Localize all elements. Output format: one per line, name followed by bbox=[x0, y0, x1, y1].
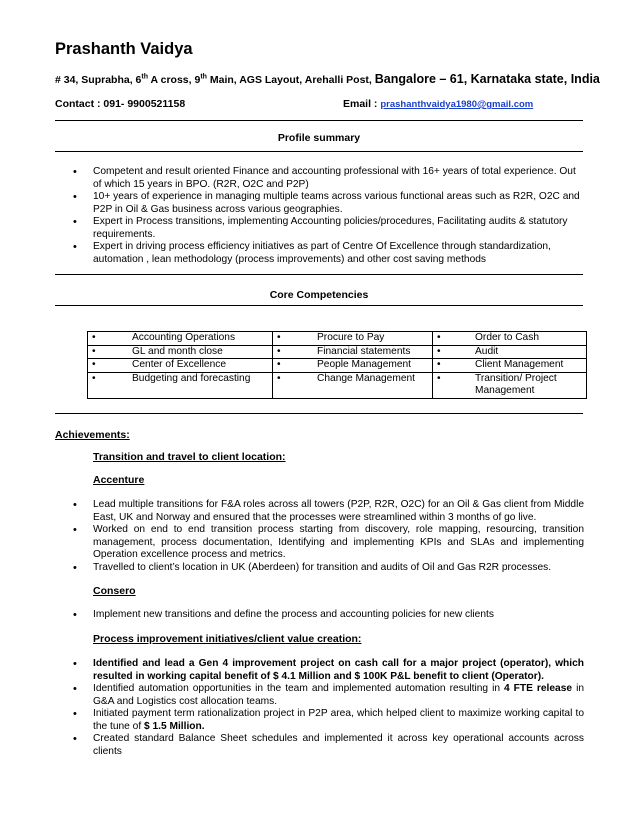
table-row bbox=[88, 372, 587, 398]
process-improvement-heading: Process improvement initiatives/client value creation: bbox=[93, 633, 362, 645]
list-item bbox=[55, 708, 584, 733]
process-item-1: Identified and lead a Gen 4 improvement project on cash call for a major project (operator), which resulted in working capital benefit of $ 4.1 Million and $ 100K P&L benefit to client (Operator). bbox=[93, 658, 584, 682]
profile-summary-list bbox=[55, 166, 587, 266]
table-row bbox=[88, 332, 587, 346]
table-row bbox=[88, 345, 587, 359]
candidate-name: Prashanth Vaidya bbox=[55, 40, 193, 58]
transition-heading: Transition and travel to client location: bbox=[93, 451, 286, 463]
competencies-table bbox=[87, 331, 587, 399]
list-item bbox=[55, 683, 584, 708]
list-item: • Lead multiple transitions for F&A roles across all towers (P2P, R2R, O2C) for an Oil & Gas client from Middle East, UK and Norway and ensured that the processes were streamlined within 3 months of go live. bbox=[55, 499, 584, 524]
process-item-2-tail: in G&A and Logistics cost allocation teams. bbox=[93, 683, 584, 707]
table-cell: • Audit bbox=[433, 346, 582, 359]
table-cell: • GL and month close bbox=[88, 346, 268, 359]
email-link[interactable]: prashanthvaidya1980@gmail.com bbox=[380, 99, 534, 110]
list-item: • Expert in driving process efficiency initiatives as part of Centre Of Excellence through standardization, automation , lean methodology (process improvements) and other cost saving methods bbox=[55, 241, 587, 266]
list-item: • Created standard Balance Sheet schedules and implemented it across key operational accounts across clients bbox=[55, 733, 584, 758]
list-item bbox=[55, 658, 584, 683]
consero-heading: Consero bbox=[93, 585, 136, 597]
table-cell: • Change Management bbox=[273, 373, 428, 386]
table-cell: • Financial statements bbox=[273, 346, 428, 359]
accenture-list bbox=[55, 499, 584, 574]
table-cell: • Order to Cash bbox=[433, 332, 582, 345]
process-item-2-text: Identified automation opportunities in the team and implemented automation resulting in bbox=[93, 683, 505, 694]
contact-email bbox=[343, 98, 533, 110]
consero-list bbox=[55, 609, 584, 622]
table-cell: • Procure to Pay bbox=[273, 332, 428, 345]
achievements-title: Achievements: bbox=[55, 429, 130, 441]
table-cell: • Accounting Operations bbox=[88, 332, 268, 345]
table-cell: • Transition/ Project Management bbox=[433, 373, 582, 398]
profile-summary-title: Profile summary bbox=[277, 132, 361, 144]
list-item: • 10+ years of experience in managing multiple teams across various functional areas such as R2R, O2C and P2P in Oil & Gas business across various geographies. bbox=[55, 191, 587, 216]
table-cell: • Center of Excellence bbox=[88, 359, 268, 372]
process-item-3-bold: $ 1.5 Million. bbox=[143, 720, 205, 732]
address-part1: # 34, Suprabha, 6 bbox=[55, 74, 142, 86]
address-sup1: th bbox=[141, 73, 148, 81]
table-cell: • People Management bbox=[273, 359, 428, 372]
list-item: • Expert in Process transitions, implementing Accounting policies/procedures, Facilitating audits & statutory requirements. bbox=[55, 216, 587, 241]
divider bbox=[55, 274, 583, 275]
divider bbox=[55, 305, 583, 306]
divider bbox=[55, 413, 583, 414]
process-item-2-bold: 4 FTE release bbox=[504, 683, 573, 694]
accenture-heading: Accenture bbox=[93, 474, 145, 486]
process-item-3-text: Initiated payment term rationalization project in P2P area, which helped client to maximize working capital to the tune of bbox=[93, 708, 584, 732]
table-cell: • Client Management bbox=[433, 359, 582, 372]
address-line bbox=[55, 72, 600, 86]
email-label: Email : bbox=[343, 98, 381, 110]
list-item: • Worked on end to end transition process starting from discovery, role mapping, resourcing, transition management, process documentation, Identifying and implementing KPIs and SLAs and implementing Operation excellence process and metrics. bbox=[55, 524, 584, 562]
contact-phone: Contact : 091- 9900521158 bbox=[55, 98, 186, 110]
table-cell: • Budgeting and forecasting bbox=[88, 373, 268, 386]
address-city: Bangalore – 61, Karnataka state, India bbox=[374, 72, 600, 86]
address-part2: A cross, 9 bbox=[147, 74, 201, 86]
divider bbox=[55, 120, 583, 121]
table-row bbox=[88, 359, 587, 373]
address-part3: Main, AGS Layout, Arehalli Post, bbox=[206, 74, 375, 86]
core-competencies-title: Core Competencies bbox=[269, 289, 369, 301]
list-item: • Implement new transitions and define the process and accounting policies for new clients bbox=[55, 609, 584, 622]
list-item: • Competent and result oriented Finance and accounting professional with 16+ years of total experience. Out of which 15 years in BPO. (R2R, O2C and P2P) bbox=[55, 166, 587, 191]
divider bbox=[55, 151, 583, 152]
list-item: • Travelled to client’s location in UK (Aberdeen) for transition and audits of Oil and Gas R2R processes. bbox=[55, 562, 584, 575]
address-sup2: th bbox=[200, 73, 207, 81]
process-improvement-list bbox=[55, 658, 584, 758]
